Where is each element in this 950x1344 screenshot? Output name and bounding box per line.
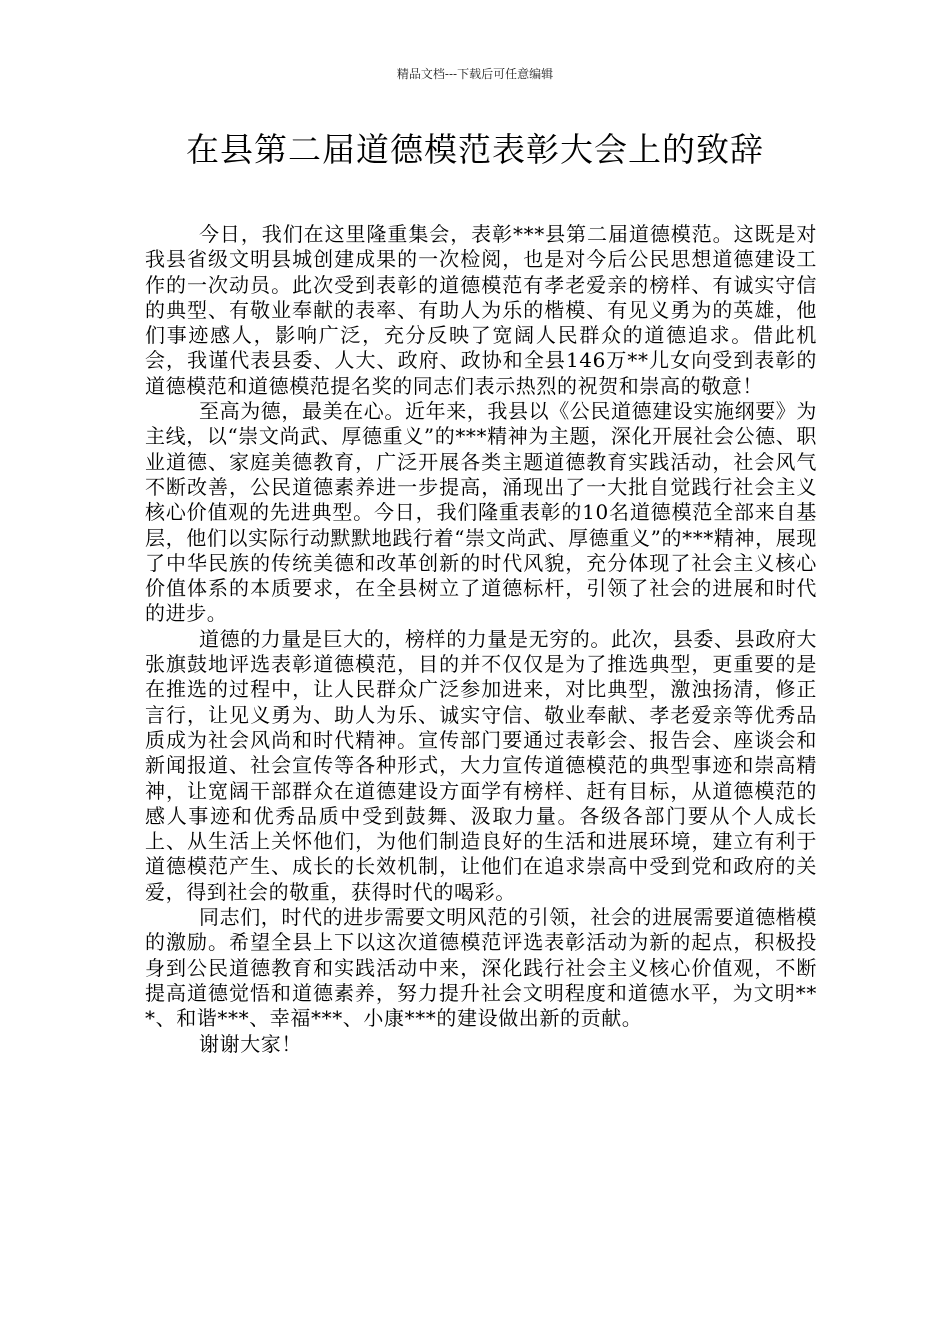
paragraph-thanks: 谢谢大家！ [199,1031,302,1056]
paragraph-achievements: 至高为德，最美在心。近年来，我县以《公民道德建设实施纲要》为主线，以“崇文尚武、厚德重义”的***精神为主题，深化开展社会公德、职业道德、家庭美德教育，广泛开展各类主题道德教育实践活动，社会风气不断改善，公民道德素养进一步提高，涌现出了一大批自觉践行社会主义核心价值观的先进典型。今日，我们隆重表彰的10名道德模范全部来自基层，他们以实际行动默默地践行着“崇文尚武、厚德重义”的***精神，展现了中华民族的传统美德和改革创新的时代风貌，充分体现了社会主义核心价值体系的本质要求，在全县树立了道德标杆，引领了社会的进展和时代的进步。 [145,399,817,626]
paragraph-role-models: 道德的力量是巨大的，榜样的力量是无穷的。此次，县委、县政府大张旗鼓地评选表彰道德模范，目的并不仅仅是为了推选典型，更重要的是在推选的过程中，让人民群众广泛参加进来，对比典型，激浊扬清，修正言行，让见义勇为、助人为乐、诚实守信、敬业奉献、孝老爱亲等优秀品质成为社会风尚和时代精神。宣传部门要通过表彰会、报告会、座谈会和新闻报道、社会宣传等各种形式，大力宣传道德模范的典型事迹和崇高精神，让宽阔干部群众在道德建设方面学有榜样、赶有目标，从道德模范的感人事迹和优秀品质中受到鼓舞、汲取力量。各级各部门要从个人成长上、从生活上关怀他们，为他们制造良好的生活和进展环境，建立有利于道德模范产生、成长的长效机制，让他们在追求崇高中受到党和政府的关爱，得到社会的敬重，获得时代的喝彩。 [145,626,817,904]
document-title: 在县第二届道德模范表彰大会上的致辞 [186,130,764,169]
document-body [145,222,817,1057]
paragraph-call-to-action: 同志们，时代的进步需要文明风范的引领，社会的进展需要道德楷模的激励。希望全县上下以这次道德模范评选表彰活动为新的起点，积极投身到公民道德教育和实践活动中来，深化践行社会主义核心价值观，不断提高道德觉悟和道德素养，努力提升社会文明程度和道德水平，为文明***、和谐***、幸福***、小康***的建设做出新的贡献。 [145,905,817,1031]
paragraph-opening: 今日，我们在这里隆重集会，表彰***县第二届道德模范。这既是对我县省级文明县城创建成果的一次检阅，也是对今后公民思想道德建设工作的一次动员。此次受到表彰的道德模范有孝老爱亲的榜样、有诚实守信的典型、有敬业奉献的表率、有助人为乐的楷模、有见义勇为的英雄，他们事迹感人，影响广泛，充分反映了宽阔人民群众的道德追求。借此机会，我谨代表县委、人大、政府、政协和全县146万**儿女向受到表彰的道德模范和道德模范提名奖的同志们表示热烈的祝贺和崇高的敬意！ [145,222,817,398]
header-note: 精品文档---下载后可任意编辑 [396,67,554,81]
